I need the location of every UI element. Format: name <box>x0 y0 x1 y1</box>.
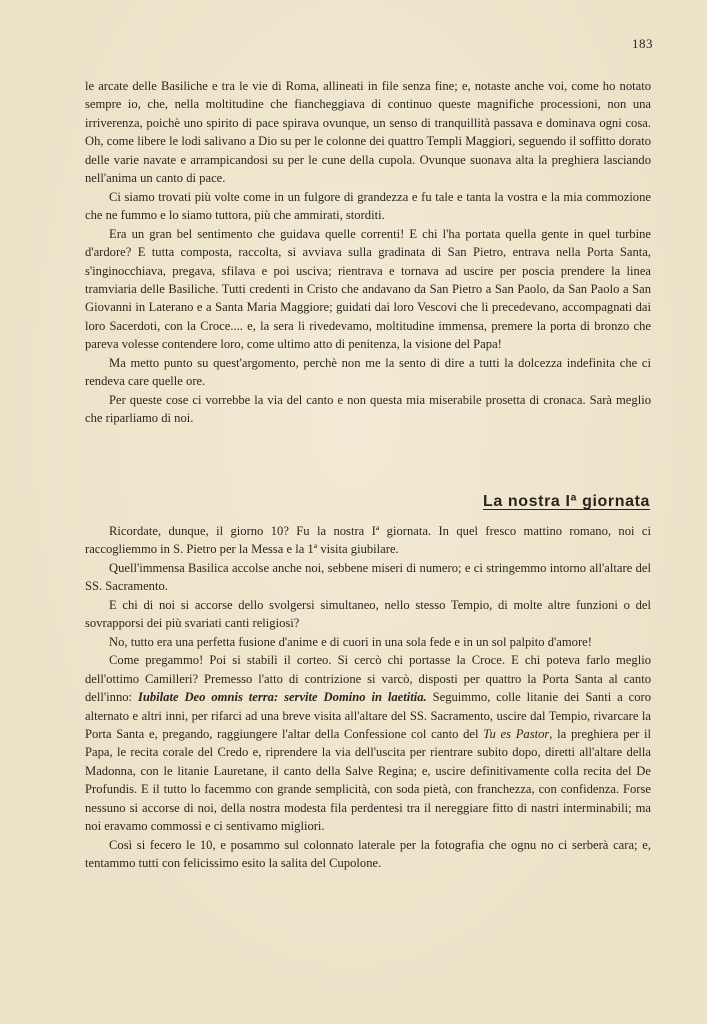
paragraph: Era un gran bel sentimento che guidava quelle correnti! E chi l'ha portata quella gente in quel turbine d'ardore? E tutta composta, raccolta, si avviava sulla gradinata di San Pietro, entrava nella Porta Santa, s'inginocchiava, pregava, sfilava e poi usciva; rientrava e tornava ad uscire per poscia prendere la linea tramviaria delle Basiliche. Tutti credenti in Cristo che andavano da San Pietro a San Paolo, da San Paolo a San Giovanni in Laterano e a Santa Maria Maggiore; guidati dai loro Vescovi che li precedevano, accompagnati dai loro Sacerdoti, con la Croce.... e, la sera li rivedevamo, moltitudine immensa, premere la porta di bronzo che pareva volesse contendere loro, come ultimo atto di penitenza, la visione del Papa! <box>85 226 651 352</box>
body-text-section <box>85 522 651 873</box>
paragraph: Per queste cose ci vorrebbe la via del canto e non questa mia miserabile prosetta di cronaca. Sarà meglio che riparliamo di noi. <box>85 392 651 426</box>
paragraph: le arcate delle Basiliche e tra le vie di Roma, allineati in file senza fine; e, notaste anche voi, come ho notato sempre io, che, nella moltitudine che fiancheggiava di continuo queste magnifiche processioni, non una irriverenza, poichè uno spirito di pace spirava ovunque, un senso di tranquillità passava e dominava ogni cosa. Oh, come libere le lodi salivano a Dio su per le colonne dei quattro Templi Maggiori, seguendo il soffitto dorato delle varie navate e arrampicandosi su per le cune della cupola. Ovunque suonava alta la preghiera lasciando nell'anima un canto di pace. <box>85 79 651 186</box>
body-text-continued <box>85 77 651 428</box>
hymn-title: Iubilate Deo omnis terra: servite Domino in laetitia. <box>137 690 427 705</box>
section-heading: La nostra Iª giornata <box>483 493 650 510</box>
paragraph: No, tutto era una perfetta fusione d'anime e di cuori in una sola fede e in un sol palpito d'amore! <box>109 634 592 649</box>
page-number: 183 <box>632 36 653 51</box>
paragraph-part: Seguimmo, colle litanie dei Santi a coro alternato e altri inni, per rifarci ad una breve visita all'altare del SS. Sacramento, uscire dal Tempio, rivarcare la Porta Santa e, pregando, raggiungere l'altar della Confessione col canto del <box>85 690 652 741</box>
paragraph-part: , la preghiera per il Papa, le recita corale del Credo e, riprendere la via dell'uscita per rientrare subito dopo, diretti all'altare della Madonna, con le litanie Lauretane, il canto della Salve Regina; e, uscire definitivamente colla recita del De Profundis. E il tutto lo facemmo con grande semplicità, con soda pietà, con franchezza, con confidenza. Forse nessuno si accorse di noi, della nostra modesta fila perdentesi tra il nereggiare fitto di nastri interminabili; ma noi eravamo commossi e ci sentivamo migliori. <box>85 726 651 834</box>
paragraph: Ci siamo trovati più volte come in un fulgore di grandezza e fu tale e tanta la vostra e la mia commozione che ne fummo e lo siamo tuttora, più che ammirati, storditi. <box>85 189 651 223</box>
paragraph: E chi di noi si accorse dello svolgersi simultaneo, nello stesso Tempio, di molte altre funzioni o del sovrapporsi dei più svariati canti religiosi? <box>85 597 651 631</box>
paragraph: Ricordate, dunque, il giorno 10? Fu la nostra Iª giornata. In quel fresco mattino romano, noi ci raccogliemmo in S. Pietro per la Messa e la 1ª visita giubilare. <box>85 524 651 557</box>
paragraph <box>85 651 651 836</box>
paragraph: Quell'immensa Basilica accolse anche noi, sebbene miseri di numero; e ci stringemmo intorno all'altare del SS. Sacramento. <box>85 560 651 594</box>
paragraph-part: Come pregammo! Poi si stabilì il corteo. Si cercò chi portasse la Croce. E chi poteva farlo meglio dell'ottimo Camilleri? Premesso l'atto di contrizione si varcò, disposti per quattro la Porta Santa al canto dell'inno: <box>85 653 651 705</box>
chant-title: Tu es Pastor <box>483 726 550 741</box>
paragraph: Ma metto punto su quest'argomento, perchè non me la sento di dire a tutti la dolcezza indefinita che ci rendeva care quelle ore. <box>85 355 651 389</box>
paragraph: Così si fecero le 10, e posammo sul colonnato laterale per la fotografia che ognu no ci serberà cara; e, tentammo tutti con felicissimo esito la salita del Cupolone. <box>85 837 651 871</box>
